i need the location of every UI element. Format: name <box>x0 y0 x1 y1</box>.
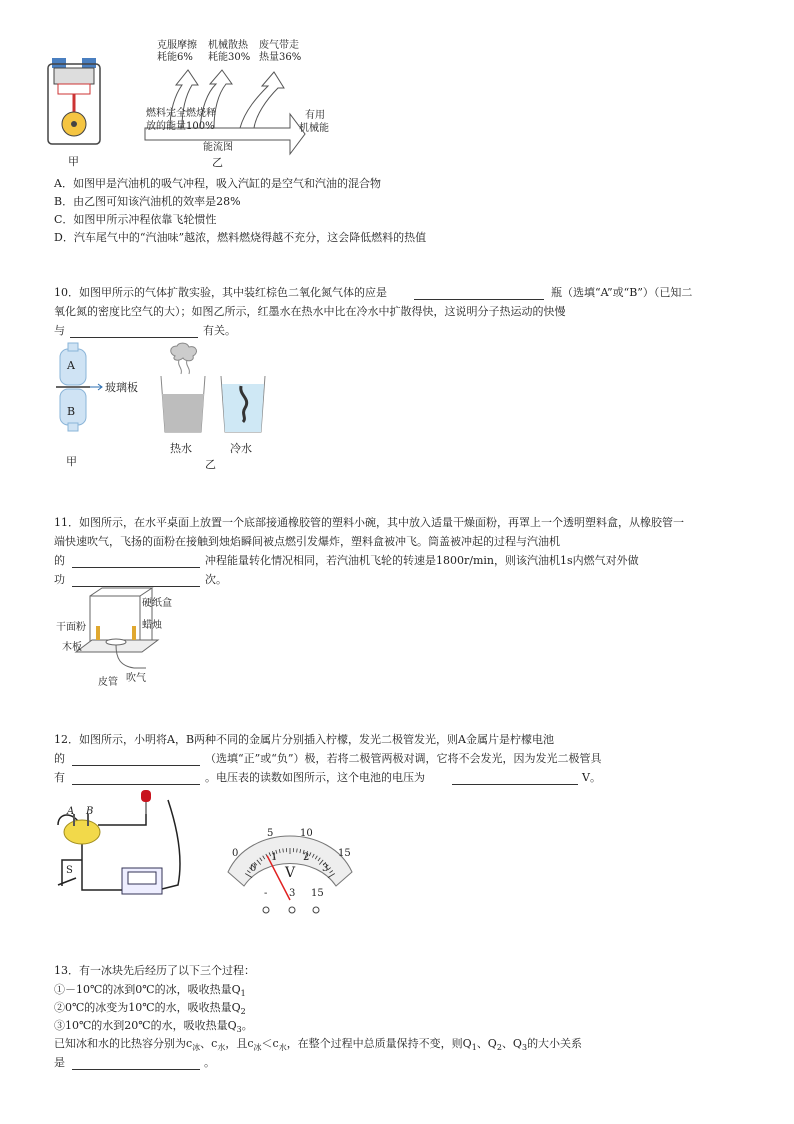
q12-label-a: A <box>67 806 75 817</box>
q11-text4a: 功 <box>54 573 65 586</box>
q11-label-tube: 皮管 <box>98 677 118 688</box>
energy-flow-caption: 能流图 <box>203 142 233 153</box>
engine-cylinder-figure <box>46 58 106 148</box>
q11-blank2[interactable] <box>72 586 200 587</box>
vm-top-10: 10 <box>300 828 313 839</box>
loss2-line1: 机械散热 <box>208 40 248 51</box>
output-line2: 机械能 <box>299 123 329 134</box>
q10-blank2[interactable] <box>70 337 198 338</box>
q10-text4: 与 <box>54 324 65 337</box>
loss3-line2: 热量36% <box>259 52 302 63</box>
q12-text2a: 的 <box>54 752 65 765</box>
q12-label-b: B <box>86 806 94 817</box>
loss2-line2: 耗能30% <box>208 52 251 63</box>
glass-plate-label: 玻璃板 <box>105 381 138 394</box>
voltmeter-tick <box>297 848 298 852</box>
q9-option-a: A．如图甲是汽油机的吸气冲程，吸入汽缸的是空气和汽油的混合物 <box>54 177 381 190</box>
output-line1: 有用 <box>305 110 325 121</box>
q13-known: 已知冰和水的比热容分别为$c_冰$、$c_水$，且$c_冰<c_水$，在整个过程中总质量保持不变，则$Q_1$、$Q_2$、$Q_3$的大小关系 <box>54 1037 583 1053</box>
vm-bottom-2: 2 <box>303 852 310 863</box>
bottle-b-label: B <box>67 405 76 418</box>
q12-blank3[interactable] <box>452 784 578 785</box>
q10-fig-jia: 甲 <box>66 455 77 468</box>
loss1-line2: 耗能6% <box>157 52 193 63</box>
q13-end: 。 <box>204 1056 215 1069</box>
vm-bottom-3: 3 <box>322 863 329 874</box>
q11-blank1[interactable] <box>72 567 200 568</box>
q11-text3b: 冲程能量转化情况相同，若汽油机飞轮的转速是1800r/min，则该汽油机1s内燃气对外做 <box>205 554 639 567</box>
q13-p1: ①－10℃的冰到0℃的冰，吸收热量$Q_1$ <box>54 983 246 999</box>
vm-bottom-1: 1 <box>271 852 278 863</box>
vm-top-15: 15 <box>338 848 351 859</box>
q10-text1: 10．如图甲所示的气体扩散实验，其中装红棕色二氧化氮气体的应是 <box>54 286 387 299</box>
input-line2: 放的能量100% <box>146 121 215 132</box>
q12-text1: 12．如图所示，小明将A，B两种不同的金属片分别插入柠檬，发光二极管发光，则A金属片是柠檬电池 <box>54 733 554 746</box>
hot-water-label: 热水 <box>170 442 192 455</box>
loss1-line1: 克服摩擦 <box>157 40 197 51</box>
beakers-figure <box>155 344 275 434</box>
vm-top-5: 5 <box>267 828 274 839</box>
q11-text2: 端快速吹气，飞扬的面粉在接触到烛焰瞬间被点燃引发爆炸，塑料盒被冲飞。筒盖被冲起的过程与汽油机 <box>54 535 560 548</box>
q13-intro: 13．有一冰块先后经历了以下三个过程： <box>54 964 255 977</box>
vm-unit: V <box>285 865 296 881</box>
input-line1: 燃料完全燃烧释 <box>146 108 216 119</box>
q9-fig-jia-label: 甲 <box>68 155 79 168</box>
q12-label-s: S <box>66 865 73 876</box>
q9-option-b: B．由乙图可知该汽油机的效率是28% <box>54 195 241 208</box>
q13-p2: ②0℃的冰变为10℃的水，吸收热量$Q_2$ <box>54 1001 246 1017</box>
q11-label-blow: 吹气 <box>126 673 146 684</box>
bottle-a-label: A <box>67 359 75 372</box>
q12-blank2[interactable] <box>72 784 200 785</box>
q10-text5: 有关。 <box>203 324 236 337</box>
q12-text3c: V。 <box>582 771 601 784</box>
loss3-line1: 废气带走 <box>259 40 299 51</box>
q10-text3: 氧化氮的密度比空气的大）；如图乙所示，红墨水在热水中比在冷水中扩散得快，这说明分子热运动的快慢 <box>54 305 566 318</box>
voltmeter-tick <box>283 848 284 852</box>
q9-fig-yi-label: 乙 <box>212 156 223 169</box>
q11-text3a: 的 <box>54 554 65 567</box>
q11-text1: 11．如图所示，在水平桌面上放置一个底部接通橡胶管的塑料小碗，其中放入适量干燥面粉，再罩上一个透明塑料盒，从橡胶管一 <box>54 516 684 529</box>
q12-blank1[interactable] <box>72 765 200 766</box>
q12-text2b: （选填“正”或“负”）极，若将二极管两极对调，它将不会发光，因为发光二极管具 <box>205 752 602 765</box>
vm-top-0: 0 <box>232 848 239 859</box>
vm-terminal-3: 3 <box>289 888 296 899</box>
q11-label-board: 木板 <box>62 642 82 653</box>
vm-terminal-15: 15 <box>311 888 324 899</box>
cold-water-label: 冷水 <box>230 442 252 455</box>
vm-terminal-neg: - <box>264 888 268 899</box>
q11-text4b: 次。 <box>205 573 227 586</box>
q13-blank[interactable] <box>72 1069 200 1070</box>
q11-label-candle: 蜡烛 <box>142 620 162 631</box>
q10-fig-yi: 乙 <box>205 458 216 471</box>
q11-label-box: 硬纸盒 <box>142 598 172 609</box>
q11-label-flour: 干面粉 <box>56 622 86 633</box>
q13-p3: ③10℃的水到20℃的水，吸收热量$Q_3$。 <box>54 1019 253 1035</box>
vm-bottom-0: 0 <box>250 863 257 874</box>
q9-option-d: D．汽车尾气中的“汽油味”越浓，燃料燃烧得越不充分，这会降低燃料的热值 <box>54 231 427 244</box>
q12-text3a: 有 <box>54 771 65 784</box>
q10-text2: 瓶（选填“A”或“B”）（已知二 <box>551 286 693 299</box>
q10-blank1[interactable] <box>414 299 544 300</box>
q13-is: 是 <box>54 1056 65 1069</box>
q9-option-c: C．如图甲所示冲程依靠飞轮惯性 <box>54 213 217 226</box>
q12-text3b: 。电压表的读数如图所示，这个电池的电压为 <box>205 771 425 784</box>
